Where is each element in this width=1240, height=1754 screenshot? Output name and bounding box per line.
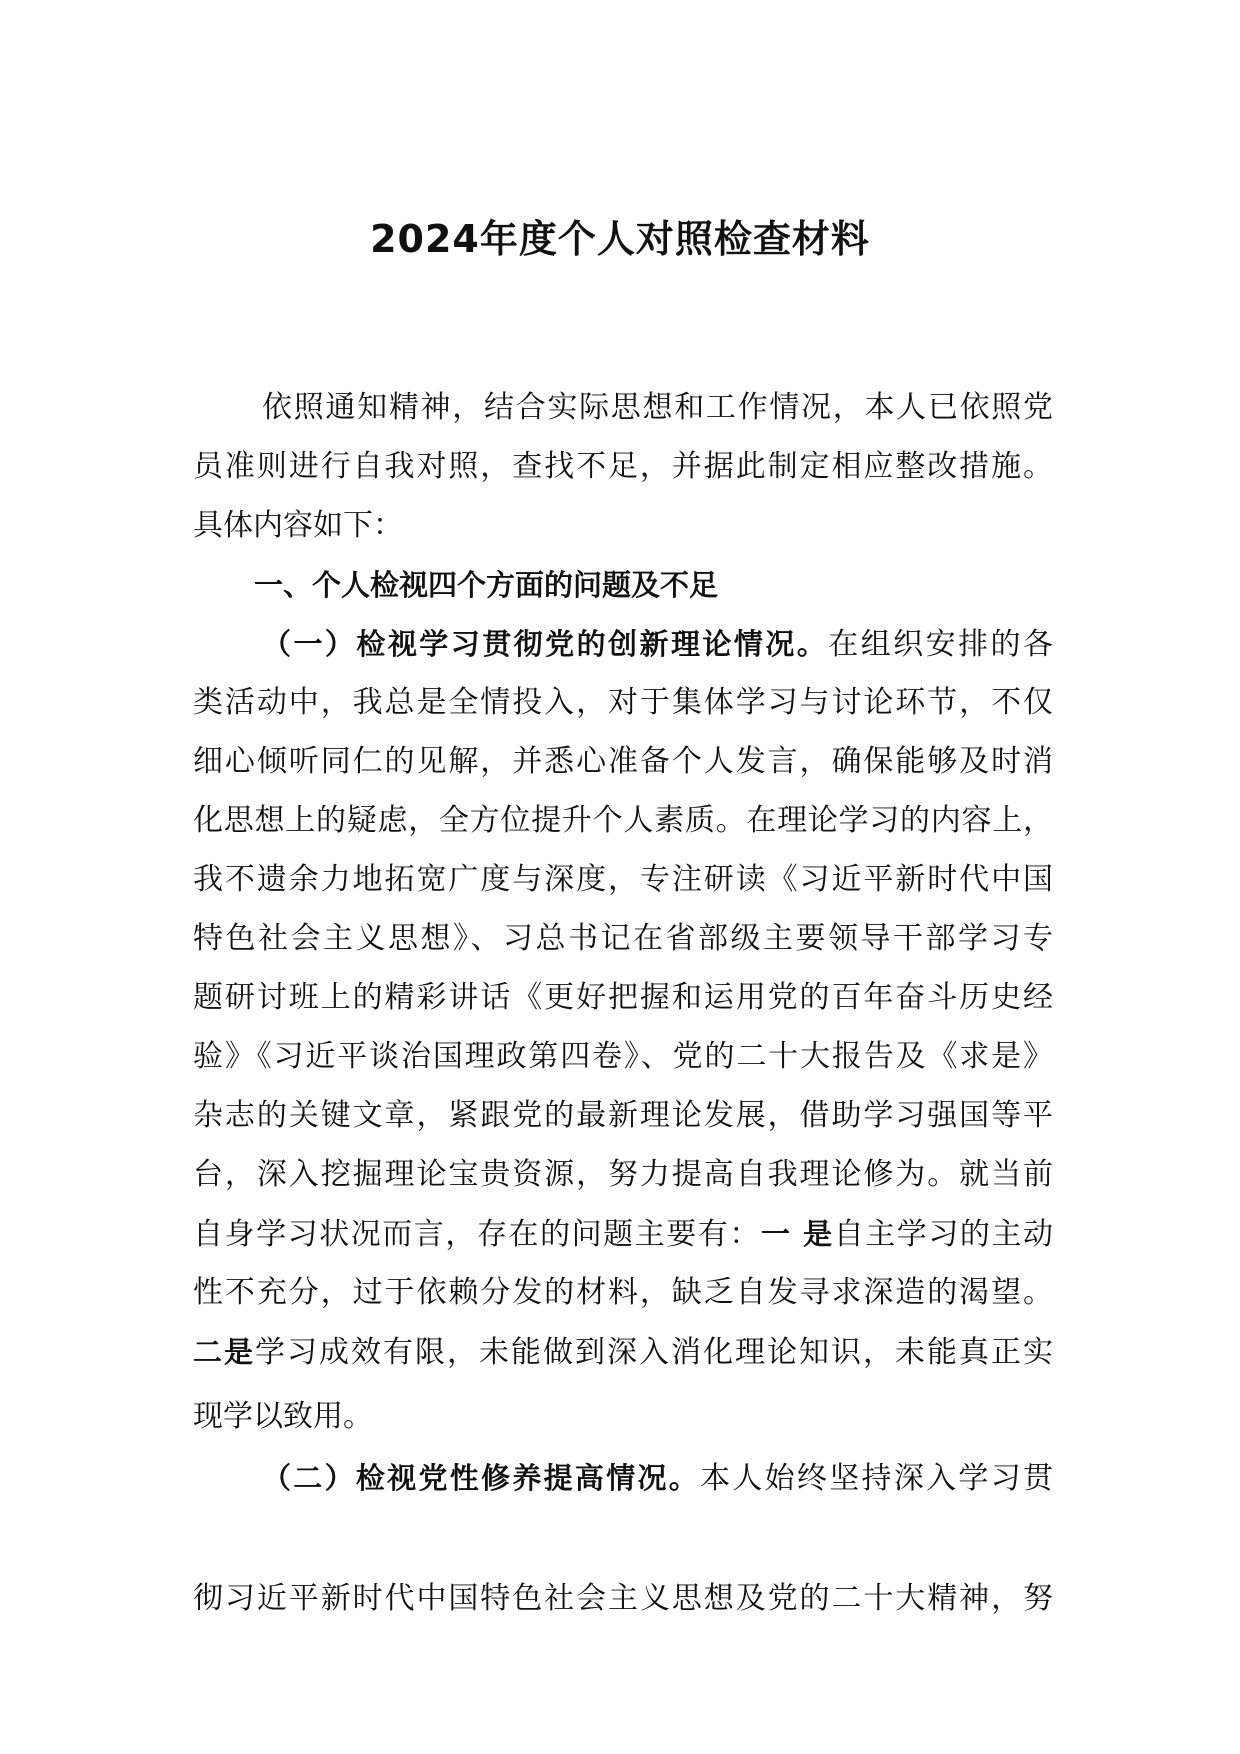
subsection-1-line-14: 现学以致用。: [193, 1399, 373, 1434]
subsection-1-line-11: [193, 1208, 1053, 1260]
subsection-1-line-12: 性不充分，过于依赖分发的材料，缺乏自发寻求深造的渴望。: [193, 1275, 1053, 1310]
subsection-2-lead: （二）检视党性修养提高情况。: [262, 1461, 701, 1495]
subsection-1-line-10: 台，深入挖掘理论宝贵资源，努力提高自我理论修为。就当前: [193, 1157, 1053, 1192]
intro-line-2: 员准则进行自我对照，查找不足，并据此制定相应整改措施。: [193, 449, 1053, 484]
subsection-1-line-4: 化思想上的疑虑，全方位提升个人素质。在理论学习的内容上，: [193, 803, 1053, 838]
subsection-1-line-8: 验》《习近平谈治国理政第四卷》、党的二十大报告及《求是》: [193, 1039, 1053, 1074]
subsection-1-line-2: 类活动中，我总是全情投入，对于集体学习与讨论环节，不仅: [193, 685, 1053, 720]
subsection-1-line-6: 特色社会主义思想》、习总书记在省部级主要领导干部学习专: [193, 921, 1053, 956]
subsection-2-line-1-rest: 本人始终坚持深入学习贯: [700, 1461, 1053, 1496]
subsection-1-line-9: 杂志的关键文章，紧跟党的最新理论发展，借助学习强国等平: [193, 1098, 1053, 1133]
section-heading-1: 一、个人检视四个方面的问题及不足: [254, 568, 719, 602]
subsection-1-line-11-post: 自主学习的主动: [833, 1217, 1054, 1252]
subsection-2-line-2: 彻习近平新时代中国特色社会主义思想及党的二十大精神，努: [193, 1581, 1053, 1616]
intro-line-1: 依照通知精神，结合实际思想和工作情况，本人已依照党: [262, 390, 1053, 425]
subsection-1-line-13: [193, 1326, 1053, 1378]
page-title: 2024年度个人对照检查材料: [370, 217, 870, 261]
point-one-label: 一 是: [760, 1217, 834, 1251]
subsection-2-line-1: [262, 1452, 1053, 1504]
subsection-1-line-1: [262, 618, 1053, 670]
subsection-1-line-3: 细心倾听同仁的见解，并悉心准备个人发言，确保能够及时消: [193, 744, 1053, 779]
intro-line-3: 具体内容如下：: [193, 508, 403, 543]
subsection-1-line-11-pre: 自身学习状况而言，存在的问题主要有：: [193, 1217, 761, 1252]
subsection-1-line-1-rest: 在组织安排的各: [828, 627, 1053, 662]
subsection-1-line-5: 我不遗余力地拓宽广度与深度，专注研读《习近平新时代中国: [193, 862, 1053, 897]
subsection-1-lead: （一）检视学习贯彻党的创新理论情况。: [262, 627, 829, 661]
point-two-label: 二是: [193, 1335, 255, 1369]
subsection-1-line-7: 题研讨班上的精彩讲话《更好把握和运用党的百年奋斗历史经: [193, 980, 1053, 1015]
subsection-1-line-13-post: 学习成效有限，未能做到深入消化理论知识，未能真正实: [255, 1335, 1053, 1370]
